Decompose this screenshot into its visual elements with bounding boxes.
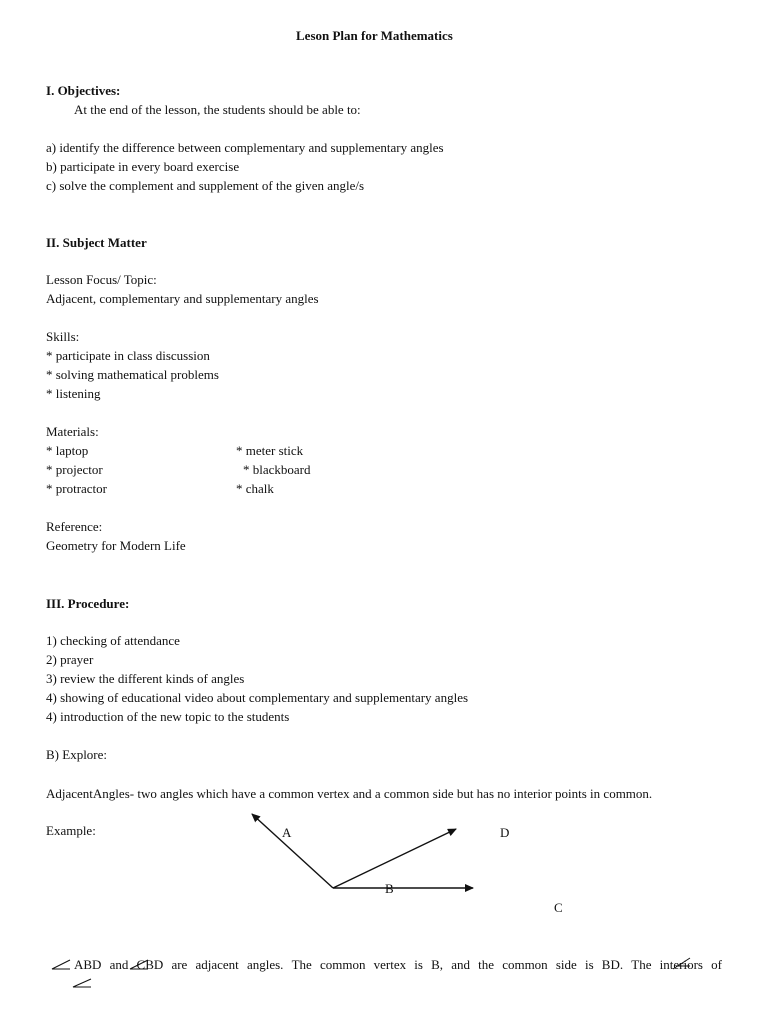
angle-symbol-icon: [52, 960, 70, 969]
point-label-a: A: [282, 825, 292, 840]
procedure-step: 4) introduction of the new topic to the students: [46, 709, 290, 724]
objectives-intro: At the end of the lesson, the students should be able to:: [74, 102, 361, 117]
bottom-word: and: [451, 957, 470, 972]
material-item: * protractor: [46, 481, 108, 496]
point-label-b: B: [385, 881, 394, 896]
procedure-step: 2) prayer: [46, 652, 94, 667]
focus-value: Adjacent, complementary and supplementary angles: [46, 291, 319, 306]
skill-item: * listening: [46, 386, 101, 401]
bottom-word: BD.: [601, 957, 624, 972]
bottom-word: angles.: [246, 957, 284, 972]
bottom-word: adjacent: [195, 957, 239, 972]
material-item: * chalk: [236, 481, 274, 496]
objective-item: c) solve the complement and supplement of the given angle/s: [46, 178, 365, 193]
bottom-word: vertex: [373, 957, 407, 972]
bottom-word: is: [414, 957, 423, 972]
material-item: * projector: [46, 462, 103, 477]
skills-label: Skills:: [46, 329, 80, 344]
objective-item: a) identify the difference between complementary and supplementary angles: [46, 140, 444, 155]
focus-label: Lesson Focus/ Topic:: [46, 272, 157, 287]
point-label-c: C: [554, 900, 563, 915]
bottom-word: are: [171, 957, 188, 972]
skill-item: * participate in class discussion: [46, 348, 210, 363]
bottom-word: ABD: [74, 957, 102, 972]
ray-bd: [333, 829, 456, 888]
material-item: * blackboard: [243, 462, 311, 477]
procedure-step: 1) checking of attendance: [46, 633, 180, 648]
adjacent-angles-definition: AdjacentAngles- two angles which have a common vertex and a common side but has no interior points in common.: [46, 786, 653, 801]
procedure-step: 3) review the different kinds of angles: [46, 671, 245, 686]
objective-item: b) participate in every board exercise: [46, 159, 240, 174]
material-item: * laptop: [46, 443, 89, 458]
materials-label: Materials:: [46, 424, 99, 439]
angle-symbol-icon: [73, 979, 91, 987]
objectives-heading-number: I: [46, 83, 52, 98]
bottom-word: common: [319, 957, 366, 972]
example-label: Example:: [46, 823, 96, 838]
procedure-heading: III. Procedure:: [46, 596, 130, 611]
bottom-word: The: [291, 957, 312, 972]
bottom-word: CBD: [136, 957, 164, 972]
skill-item: * solving mathematical problems: [46, 367, 219, 382]
reference-value: Geometry for Modern Life: [46, 538, 186, 553]
bottom-word: common: [502, 957, 548, 972]
objectives-heading-text: . Objectives:: [51, 83, 121, 98]
subject-matter-heading: II. Subject Matter: [46, 235, 147, 250]
bottom-word: the: [478, 957, 495, 972]
bottom-word: and: [109, 957, 129, 972]
reference-label: Reference:: [46, 519, 103, 534]
point-label-d: D: [500, 825, 510, 840]
bottom-word: side: [555, 957, 577, 972]
bottom-word: of: [711, 957, 722, 972]
bottom-word: The: [631, 957, 652, 972]
procedure-step: 4) showing of educational video about complementary and supplementary angles: [46, 690, 469, 705]
bottom-word: is: [584, 957, 594, 972]
material-item: * meter stick: [236, 443, 304, 458]
bottom-word: B,: [431, 957, 444, 972]
ray-ba: [252, 814, 333, 888]
explore-label: B) Explore:: [46, 747, 108, 762]
bottom-word: interiors: [659, 957, 703, 972]
page-title: Leson Plan for Mathematics: [296, 28, 453, 43]
